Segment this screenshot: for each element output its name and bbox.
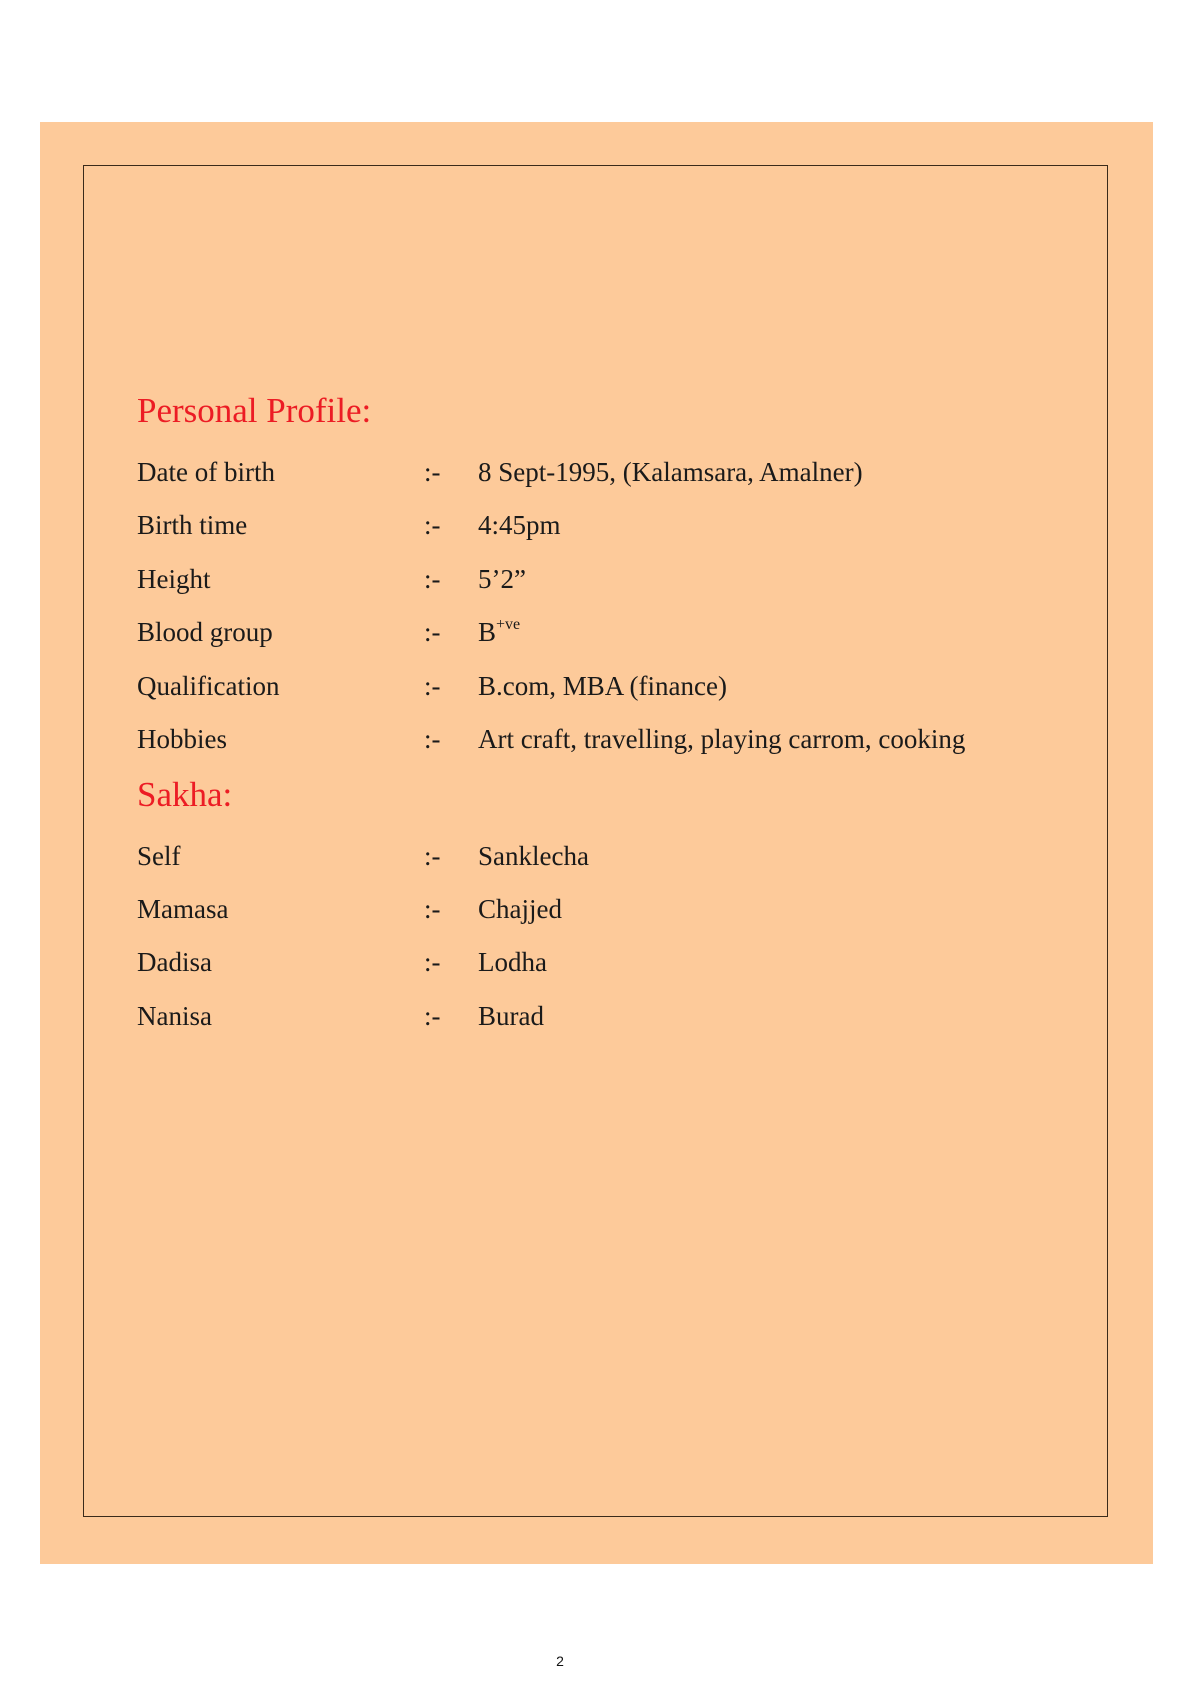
row-value: B.com, MBA (finance): [478, 671, 727, 701]
page-number: 2: [556, 1653, 564, 1669]
row-label: Blood group: [137, 617, 273, 647]
row-separator: :-: [424, 457, 441, 487]
blood-group-letter: B: [478, 617, 497, 647]
sakha-heading: Sakha:: [137, 775, 233, 814]
row-label: Dadisa: [137, 947, 212, 977]
row-separator: :-: [424, 947, 441, 977]
row-value: Art craft, travelling, playing carrom, cooking: [478, 724, 966, 754]
row-label: Qualification: [137, 671, 280, 701]
sakha-row-self: [137, 838, 1037, 874]
row-value: Lodha: [478, 947, 547, 977]
row-label: Height: [137, 564, 211, 594]
row-label: Birth time: [137, 510, 248, 540]
row-value: [478, 614, 520, 650]
row-value: Chajjed: [478, 894, 562, 924]
row-value: 5’2”: [478, 564, 526, 594]
row-label: Self: [137, 841, 181, 871]
row-separator: :-: [424, 510, 441, 540]
row-label: Mamasa: [137, 894, 229, 924]
row-separator: :-: [424, 724, 441, 754]
profile-row-hobbies: [137, 721, 1037, 757]
row-value: 8 Sept-1995, (Kalamsara, Amalner): [478, 457, 863, 487]
sakha-row-nanisa: [137, 998, 1037, 1034]
personal-profile-heading: Personal Profile:: [137, 391, 372, 430]
row-label: Date of birth: [137, 457, 275, 487]
row-separator: :-: [424, 564, 441, 594]
sakha-row-dadisa: [137, 944, 1037, 980]
row-label: Nanisa: [137, 1001, 212, 1031]
row-value: Burad: [478, 1001, 544, 1031]
profile-row-birth-time: [137, 507, 1037, 543]
row-label: Hobbies: [137, 724, 227, 754]
profile-row-qualification: [137, 668, 1037, 704]
row-value: 4:45pm: [478, 510, 561, 540]
blood-group-rh-superscript: +ve: [496, 616, 521, 633]
row-separator: :-: [424, 617, 441, 647]
sakha-row-mamasa: [137, 891, 1037, 927]
row-separator: :-: [424, 894, 441, 924]
row-separator: :-: [424, 841, 441, 871]
profile-row-blood-group: [137, 614, 1037, 650]
row-value: Sanklecha: [478, 841, 589, 871]
row-separator: :-: [424, 671, 441, 701]
row-separator: :-: [424, 1001, 441, 1031]
profile-row-height: [137, 561, 1037, 597]
profile-row-date-of-birth: [137, 454, 1037, 490]
